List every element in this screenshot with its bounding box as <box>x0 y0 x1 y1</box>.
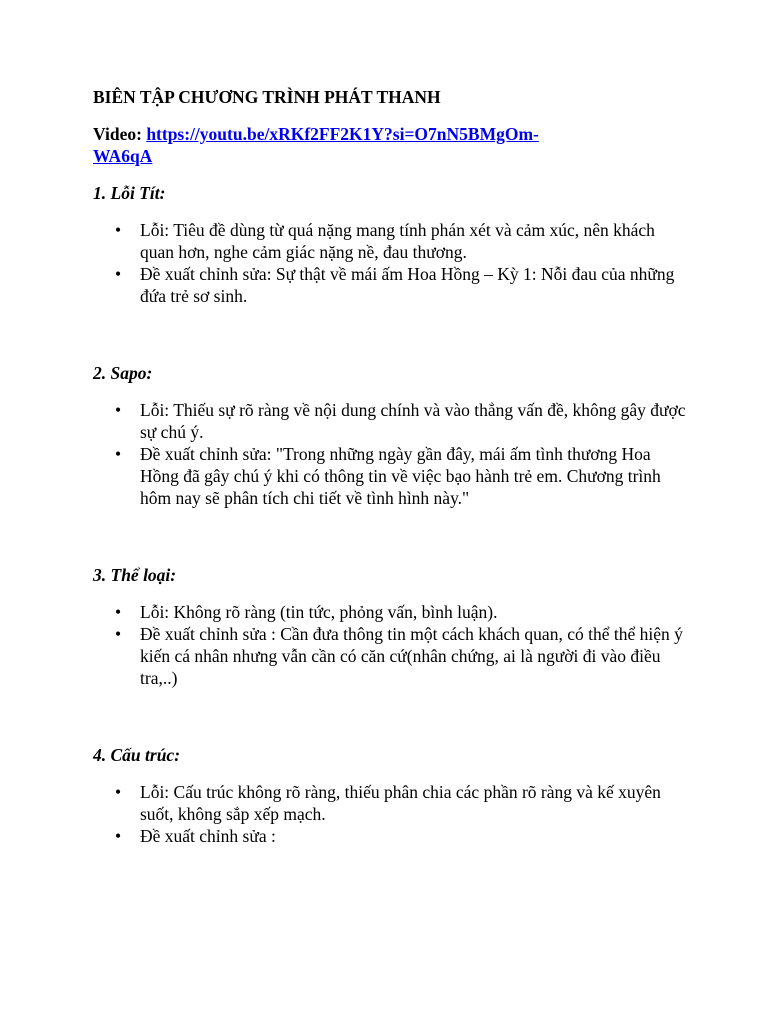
list-item <box>93 601 693 623</box>
bullet-icon: • <box>115 826 122 846</box>
list-item-text: Lỗi: Tiêu đề dùng từ quá nặng mang tính phán xét và cảm xúc, nên khách quan hơn, nghe cảm giác nặng nề, đau thương. <box>140 220 655 262</box>
list-item-text: Lỗi: Cấu trúc không rõ ràng, thiếu phân chia các phần rõ ràng và kế xuyên suốt, không sắp xếp mạch. <box>140 782 661 824</box>
section-sapo <box>93 362 693 509</box>
video-url-line1: https://youtu.be/xRKf2FF2K1Y?si=O7nN5BMgOm- <box>146 124 539 144</box>
bullet-icon: • <box>115 220 122 240</box>
section-list <box>93 601 693 689</box>
list-item <box>93 399 693 443</box>
list-item <box>93 443 693 509</box>
bullet-icon: • <box>115 782 122 802</box>
list-item <box>93 263 693 307</box>
video-url-line2: WA6qA <box>93 146 153 166</box>
section-heading: 1. Lỗi Tít: <box>93 183 166 203</box>
list-item-text: Lỗi: Không rõ ràng (tin tức, phỏng vấn, bình luận). <box>140 602 498 622</box>
bullet-icon: • <box>115 624 122 644</box>
list-item <box>93 781 693 825</box>
list-item-text: Đề xuất chỉnh sửa : <box>140 826 276 846</box>
video-line <box>93 123 693 167</box>
list-item-text: Lỗi: Thiếu sự rõ ràng về nội dung chính và vào thẳng vấn đề, không gây được sự chú ý. <box>140 400 686 442</box>
video-label: Video: <box>93 124 147 144</box>
bullet-icon: • <box>115 400 122 420</box>
section-list <box>93 399 693 509</box>
list-item <box>93 623 693 689</box>
section-title-error <box>93 182 693 307</box>
bullet-icon: • <box>115 264 122 284</box>
section-structure <box>93 744 693 847</box>
section-genre <box>93 564 693 689</box>
list-item-text: Đề xuất chỉnh sửa : Cần đưa thông tin một cách khách quan, có thể thể hiện ý kiến cá nhân nhưng vẫn cần có căn cứ(nhân chứng, ai là người đi vào điều tra,..) <box>140 624 683 688</box>
list-item-text: Đề xuất chỉnh sửa: Sự thật về mái ấm Hoa Hồng – Kỳ 1: Nỗi đau của những đứa trẻ sơ sinh. <box>140 264 675 306</box>
section-list <box>93 781 693 847</box>
list-item-text: Đề xuất chỉnh sửa: "Trong những ngày gần đây, mái ấm tình thương Hoa Hồng đã gây chú ý khi có thông tin về việc bạo hành trẻ em. Chương trình hôm nay sẽ phân tích chi tiết về tình hình này." <box>140 444 661 508</box>
bullet-icon: • <box>115 444 122 464</box>
section-heading: 4. Cấu trúc: <box>93 745 181 765</box>
section-list <box>93 219 693 307</box>
section-heading: 2. Sapo: <box>93 363 153 383</box>
document-page <box>93 86 693 847</box>
document-title: BIÊN TẬP CHƯƠNG TRÌNH PHÁT THANH <box>93 87 441 107</box>
bullet-icon: • <box>115 602 122 622</box>
section-heading: 3. Thể loại: <box>93 565 177 585</box>
list-item <box>93 825 693 847</box>
video-link[interactable] <box>93 124 539 166</box>
list-item <box>93 219 693 263</box>
